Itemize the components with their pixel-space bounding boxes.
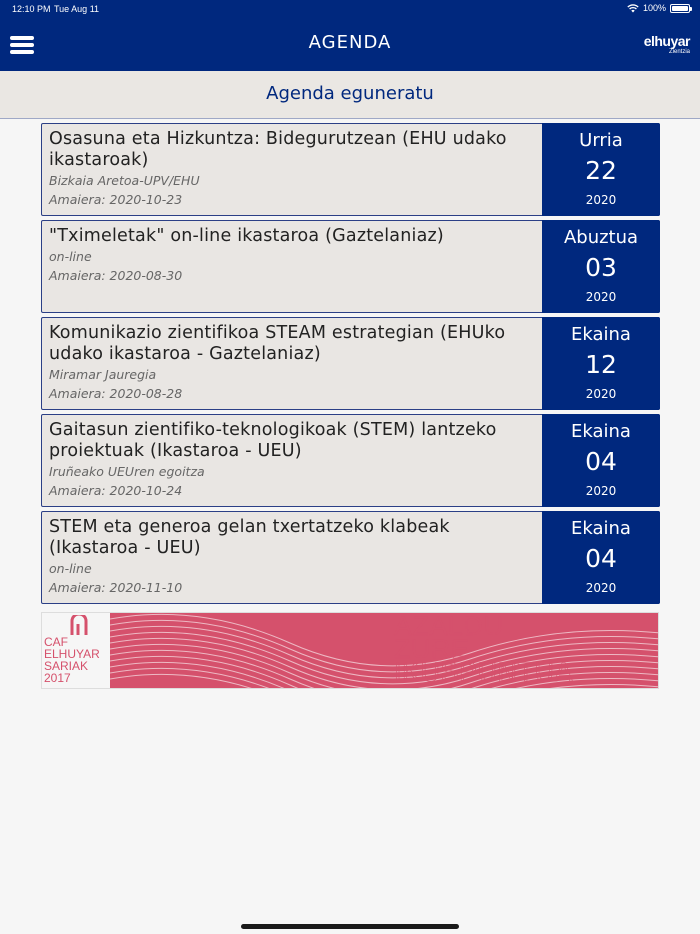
event-day: 12 (585, 350, 617, 379)
event-month: Abuztua (563, 227, 639, 248)
event-info (49, 129, 539, 209)
event-place: on-line (49, 249, 92, 264)
event-end-date: Amaiera: 2020-08-28 (49, 386, 183, 401)
wifi-icon (627, 4, 639, 13)
event-card[interactable] (41, 123, 660, 216)
event-title: Osasuna eta Hizkuntza: Bidegurutzean (EHU udako ikastaroak) (49, 129, 507, 170)
event-title: Gaitasun zientifiko-teknologikoak (STEM) lantzeko proiektuak (Ikastaroa - UEU) (49, 420, 497, 461)
event-end-date: Amaiera: 2020-10-24 (49, 483, 183, 498)
event-day: 22 (585, 156, 617, 185)
brand-line: 2017 (44, 671, 71, 685)
event-place: Bizkaia Aretoa-UPV/EHU (49, 173, 200, 188)
event-year: 2020 (585, 387, 617, 401)
slogan-line: IKUSPUNTUA (394, 657, 574, 687)
event-card[interactable] (41, 220, 660, 313)
event-title: STEM eta generoa gelan txertatzeko klabeak (Ikastaroa - UEU) (49, 517, 450, 558)
logo-subtitle: Zientzia (668, 49, 690, 55)
event-month: Ekaina (571, 421, 631, 442)
event-card[interactable] (41, 414, 660, 507)
event-date-box (542, 220, 660, 313)
event-day: 04 (585, 544, 617, 573)
event-date-box (542, 123, 660, 216)
battery-percent: 100% (642, 3, 666, 13)
event-end-date: Amaiera: 2020-10-23 (49, 192, 183, 207)
status-date: Tue Aug 11 (54, 4, 100, 14)
event-month: Urria (579, 130, 623, 151)
event-info (49, 420, 539, 500)
event-place: on-line (49, 561, 92, 576)
event-info (49, 323, 539, 403)
event-end-date: Amaiera: 2020-11-10 (49, 580, 183, 595)
home-indicator[interactable] (241, 924, 459, 929)
event-year: 2020 (585, 581, 617, 595)
event-day: 04 (585, 447, 617, 476)
logo-text: elhuyar (643, 33, 690, 49)
slogan-line: AZALDU (394, 612, 504, 641)
refresh-agenda-button[interactable]: Agenda eguneratu (266, 83, 434, 104)
event-title: Komunikazio zientifikoa STEAM estrategian (EHUko udako ikastaroa - Gaztelaniaz) (49, 323, 506, 364)
page-title: AGENDA (308, 32, 392, 53)
event-year: 2020 (585, 484, 617, 498)
nav-bar (0, 17, 700, 71)
event-info (49, 226, 539, 285)
event-year: 2020 (585, 193, 617, 207)
event-list (41, 123, 660, 608)
brand-line: ELHUYAR (44, 647, 100, 661)
event-info (49, 517, 539, 597)
status-right (627, 3, 690, 13)
wave-pattern (110, 613, 659, 689)
status-time: 12:10 PM (12, 4, 51, 14)
event-day: 03 (585, 253, 617, 282)
elhuyar-logo (630, 33, 690, 59)
caf-elhuyar-logo-icon (70, 615, 88, 635)
event-date-box (542, 317, 660, 410)
event-place: Miramar Jauregia (49, 367, 157, 382)
banner-brand (44, 613, 110, 689)
event-card[interactable] (41, 317, 660, 410)
status-bar (0, 0, 700, 17)
brand-line: SARIAK (44, 659, 89, 673)
slogan-line: ZURE (394, 634, 470, 664)
event-title: "Tximeletak" on-line ikastaroa (Gaztelaniaz) (49, 226, 444, 246)
event-place: Iruñeako UEUren egoitza (49, 464, 205, 479)
promo-banner[interactable] (41, 612, 659, 689)
event-date-box (542, 414, 660, 507)
banner-slogan (394, 612, 574, 687)
event-month: Ekaina (571, 324, 631, 345)
event-month: Ekaina (571, 518, 631, 539)
battery-icon (670, 4, 690, 13)
event-date-box (542, 511, 660, 604)
refresh-bar (0, 71, 700, 119)
brand-line: CAF (44, 635, 68, 649)
event-year: 2020 (585, 290, 617, 304)
event-card[interactable] (41, 511, 660, 604)
event-end-date: Amaiera: 2020-08-30 (49, 268, 183, 283)
